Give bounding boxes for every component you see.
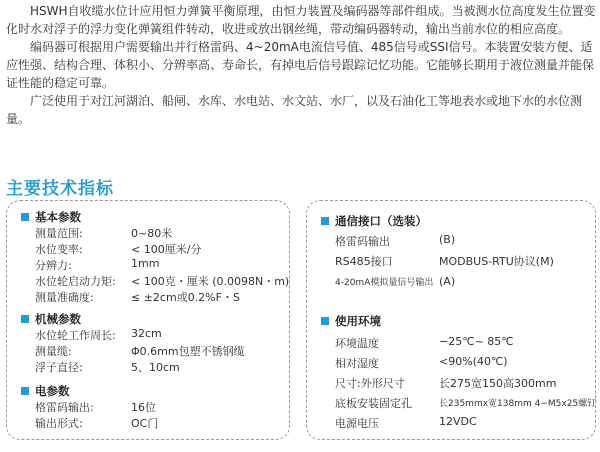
spec-label: 尺寸:外形尺寸 [335, 377, 405, 390]
elec-params-header [21, 383, 70, 399]
spec-value: 12VDC [439, 415, 477, 428]
basic-params-header [21, 209, 81, 225]
left-spec-panel [6, 200, 290, 440]
intro-paragraph-3: 广泛使用于对江河湖泊、船闸、水库、水电站、水文站、水厂，以及石油化工等地表水或地下水的水位测量。 [6, 94, 583, 126]
square-bullet-icon [21, 213, 29, 221]
spec-value: 1mm [131, 257, 160, 270]
spec-value: OC门 [131, 417, 159, 430]
env-title: 使用环境 [335, 314, 381, 328]
spec-value: 长275宽150高300mm [439, 377, 557, 390]
spec-label: 测量准确度: [35, 291, 94, 304]
spec-value: Φ0.6mm包塑不锈钢缆 [131, 345, 245, 358]
spec-value: 0~80米 [131, 227, 173, 240]
spec-value: (A) [439, 275, 456, 288]
section-title: 主要技术指标 [6, 179, 114, 199]
spec-value: 长235mmx宽138mm 4−M5x25螺钉 [439, 399, 597, 409]
square-bullet-icon [321, 217, 329, 225]
spec-label: 底板安装固定孔 [335, 397, 412, 410]
spec-label: 水位轮工作周长: [35, 329, 116, 342]
intro-text [6, 2, 596, 128]
spec-value: ≤ ±2cm或0.2%F・S [131, 291, 240, 304]
spec-value: MODBUS-RTU协议(M) [439, 255, 554, 268]
basic-params-title: 基本参数 [35, 210, 81, 224]
spec-label: 分辨力: [35, 259, 72, 272]
spec-label: 格雷码输出 [335, 235, 390, 248]
spec-label: 水位变率: [35, 243, 83, 256]
intro-paragraph-2: 编码器可根据用户需要输出并行格雷码、4~20mA电流信号值、485信号或SSI信号。本装置安装方便、适应性强、结构合理、体积小、分辨率高、寿命长，有掉电后信号跟踪记忆功能。它能够长期用于液位测量并能保证性能的稳定可靠。 [6, 40, 595, 90]
spec-label: 测量缆: [35, 345, 72, 358]
mech-params-header [21, 311, 81, 327]
comm-header [321, 213, 427, 229]
spec-label: 水位轮启动力矩: [35, 275, 116, 288]
spec-value: < 100厘米/分 [131, 243, 202, 256]
env-header [321, 313, 381, 329]
spec-value: 5、10cm [131, 361, 180, 374]
spec-value: < 100克・厘米 (0.0098N・m) [131, 275, 290, 288]
spec-value: <90%(40℃) [439, 355, 508, 368]
comm-title: 通信接口（选装） [335, 214, 427, 228]
square-bullet-icon [21, 387, 29, 395]
spec-value: −25℃~ 85℃ [439, 335, 514, 348]
spec-value: 16位 [131, 401, 156, 414]
right-spec-panel [306, 200, 596, 440]
spec-label: 环境温度 [335, 337, 379, 350]
spec-label: RS485接口 [335, 255, 393, 268]
spec-label: 电源电压 [335, 417, 379, 430]
spec-label: 相对湿度 [335, 357, 379, 370]
spec-label: 4-20mA模拟量信号输出 [335, 278, 434, 288]
intro-paragraph-1: HSWH自收缆水位计应用恒力弹簧平衡原理，由恒力装置及编码器等部件组成。当被测水位高度发生位置变化时水对浮子的浮力变化弹簧组件转动，收进或放出钢丝绳，带动编码器转动，输出当前水位的相应高度。 [6, 4, 596, 36]
spec-label: 格雷码输出: [35, 401, 94, 414]
square-bullet-icon [321, 317, 329, 325]
spec-value: 32cm [131, 327, 162, 340]
spec-value: (B) [439, 233, 456, 246]
square-bullet-icon [21, 315, 29, 323]
mech-params-title: 机械参数 [35, 312, 81, 326]
elec-params-title: 电参数 [35, 384, 70, 398]
spec-label: 输出形式: [35, 417, 83, 430]
spec-label: 浮子直径: [35, 361, 83, 374]
spec-label: 测量范围: [35, 227, 83, 240]
